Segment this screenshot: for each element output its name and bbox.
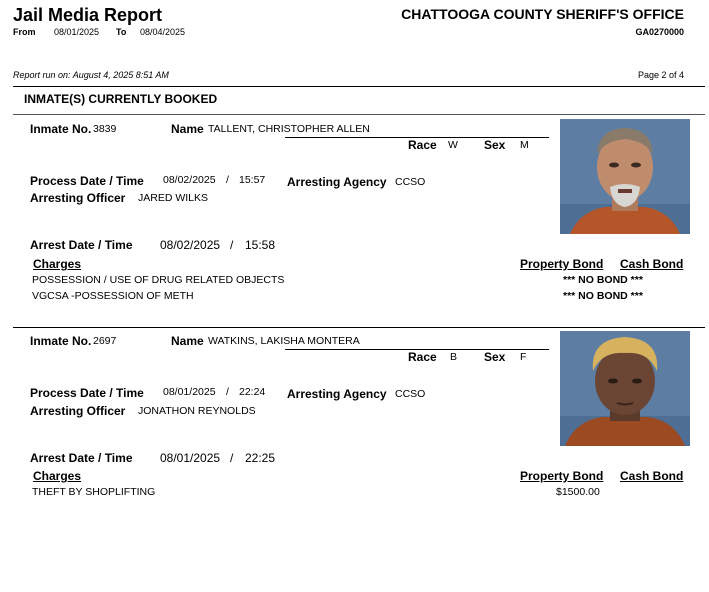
report-run-on: Report run on: August 4, 2025 8:51 AM <box>13 70 169 80</box>
arrest-date: 08/02/2025 <box>160 238 221 252</box>
arrest-slash: / <box>230 238 234 252</box>
inmate-no-label: Inmate No. <box>30 334 92 348</box>
sex-value: M <box>520 139 529 151</box>
arresting-officer-label: Arresting Officer <box>30 191 126 205</box>
inmate-no: 3839 <box>93 123 117 135</box>
charge-bond: *** NO BOND *** <box>563 290 643 302</box>
process-slash: / <box>226 174 229 186</box>
arresting-agency-label: Arresting Agency <box>287 175 387 189</box>
inmate-name: TALLENT, CHRISTOPHER ALLEN <box>208 123 370 135</box>
section-divider <box>13 114 705 115</box>
agency-code: GA0270000 <box>635 27 684 37</box>
charges-header: Charges <box>33 469 82 483</box>
arrest-label: Arrest Date / Time <box>30 451 133 465</box>
cash-bond-header: Cash Bond <box>620 257 684 271</box>
process-label: Process Date / Time <box>30 174 144 188</box>
inmate-name: WATKINS, LAKISHA MONTERA <box>208 335 360 347</box>
from-label: From <box>13 27 36 37</box>
arresting-officer: JONATHON REYNOLDS <box>138 405 256 417</box>
record-divider <box>13 327 705 328</box>
charge-bond: *** NO BOND *** <box>563 274 643 286</box>
race-label: Race <box>408 350 437 364</box>
page-number: Page 2 of 4 <box>637 70 684 80</box>
cash-bond-header: Cash Bond <box>620 469 684 483</box>
arrest-time: 15:58 <box>245 238 276 252</box>
arresting-officer-label: Arresting Officer <box>30 404 126 418</box>
arresting-agency: CCSO <box>395 176 426 188</box>
section-title: INMATE(S) CURRENTLY BOOKED <box>24 92 218 106</box>
from-date: 08/01/2025 <box>54 27 100 37</box>
arresting-agency-label: Arresting Agency <box>287 387 387 401</box>
name-label: Name <box>171 122 204 136</box>
sex-label: Sex <box>484 138 506 152</box>
charge-text: THEFT BY SHOPLIFTING <box>32 486 156 498</box>
race-value: B <box>450 351 458 363</box>
arrest-label: Arrest Date / Time <box>30 238 133 252</box>
agency-name: CHATTOOGA COUNTY SHERIFF'S OFFICE <box>401 6 684 22</box>
charges-header: Charges <box>33 257 82 271</box>
race-label: Race <box>408 138 437 152</box>
property-bond-header: Property Bond <box>520 257 604 271</box>
to-label: To <box>116 27 127 37</box>
process-date: 08/02/2025 <box>163 174 216 186</box>
arrest-slash: / <box>230 451 234 465</box>
charge-bond: $1500.00 <box>556 486 600 498</box>
arresting-agency: CCSO <box>395 388 426 400</box>
inmate-no: 2697 <box>93 335 117 347</box>
arresting-officer: JARED WILKS <box>138 192 209 204</box>
process-date: 08/01/2025 <box>163 386 216 398</box>
process-time: 22:24 <box>239 386 266 398</box>
report-title: Jail Media Report <box>13 5 163 25</box>
charge-text: VGCSA -POSSESSION OF METH <box>32 290 194 302</box>
process-label: Process Date / Time <box>30 386 144 400</box>
name-label: Name <box>171 334 204 348</box>
header-divider <box>13 86 705 87</box>
process-slash: / <box>226 386 229 398</box>
race-value: W <box>448 139 458 151</box>
process-time: 15:57 <box>239 174 266 186</box>
arrest-time: 22:25 <box>245 451 276 465</box>
charge-text: POSSESSION / USE OF DRUG RELATED OBJECTS <box>32 274 285 286</box>
inmate-no-label: Inmate No. <box>30 122 92 136</box>
property-bond-header: Property Bond <box>520 469 604 483</box>
inmate-photo <box>560 331 690 446</box>
to-date: 08/04/2025 <box>140 27 186 37</box>
arrest-date: 08/01/2025 <box>160 451 221 465</box>
sex-label: Sex <box>484 350 506 364</box>
inmate-photo <box>560 119 690 234</box>
sex-value: F <box>520 351 527 363</box>
